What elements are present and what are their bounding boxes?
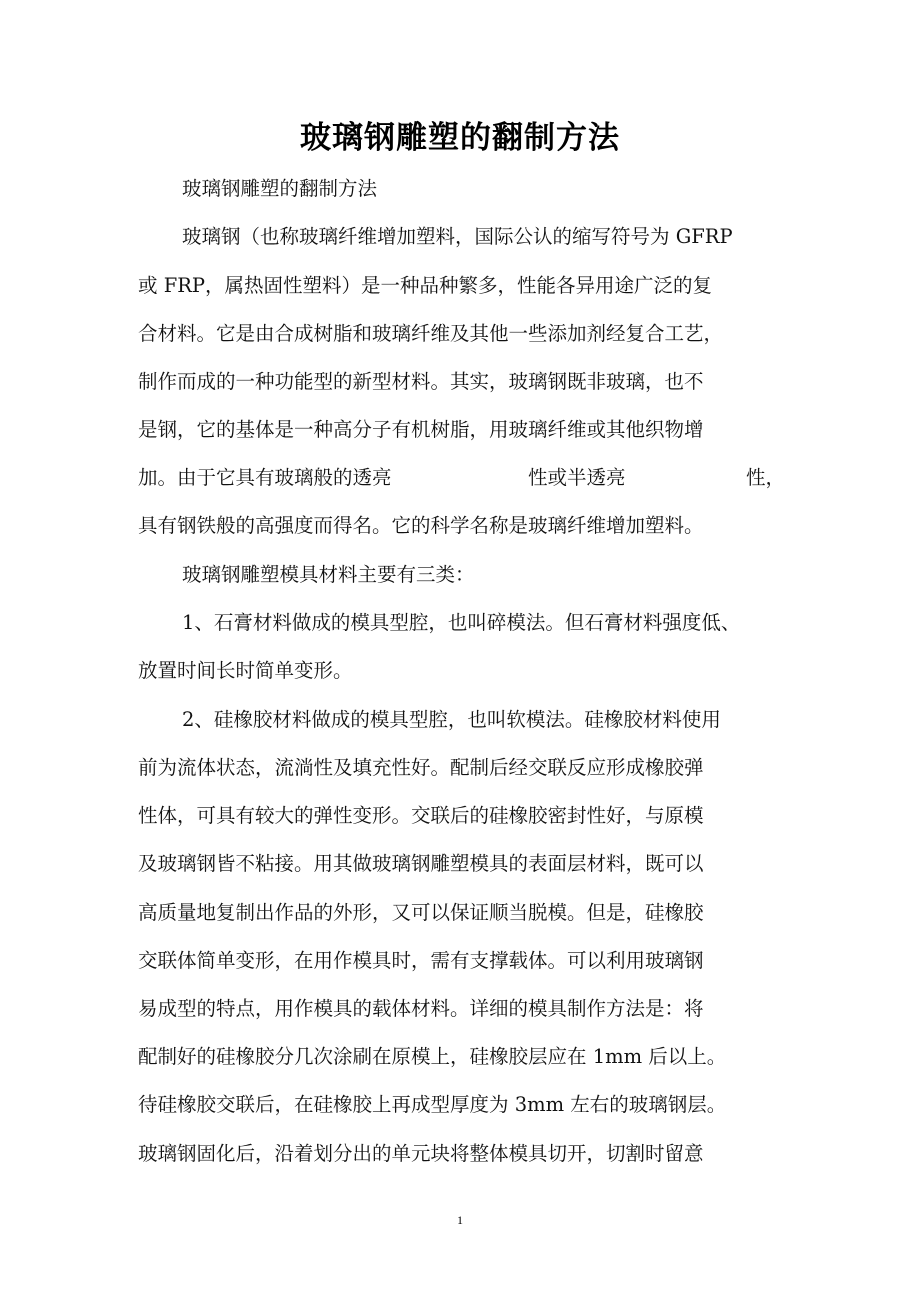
text-line: 2、硅橡胶材料做成的模具型腔，也叫软模法。硅橡胶材料使用 xyxy=(182,708,721,731)
text-line: 或 FRP，属热固性塑料）是一种品种繁多，性能各异用途广泛的复 xyxy=(138,274,713,297)
text-line: 高质量地复制出作品的外形，又可以保证顺当脱模。但是，硅橡胶 xyxy=(138,901,704,924)
text-line: 具有钢铁般的高强度而得名。它的科学名称是玻璃纤维增加塑料。 xyxy=(138,514,704,537)
text-line: 性体，可具有较大的弹性变形。交联后的硅橡胶密封性好，与原模 xyxy=(138,804,704,827)
text-line: 交联体简单变形，在用作模具时，需有支撑载体。可以利用玻璃钢 xyxy=(138,949,704,972)
text-line: 制作而成的一种功能型的新型材料。其实，玻璃钢既非玻璃，也不 xyxy=(138,370,704,393)
text-line: 玻璃钢雕塑的翻制方法 xyxy=(182,177,378,200)
text-line: 玻璃钢固化后，沿着划分出的单元块将整体模具切开，切割时留意 xyxy=(138,1142,704,1165)
text-line: 前为流体状态，流淌性及填充性好。配制后经交联反应形成橡胶弹 xyxy=(138,756,704,779)
text-line: 配制好的硅橡胶分几次涂刷在原模上，硅橡胶层应在 1mm 后以上。 xyxy=(138,1045,727,1068)
page-number: 1 xyxy=(457,1213,463,1227)
text-line: 及玻璃钢皆不粘接。用其做玻璃钢雕塑模具的表面层材料，既可以 xyxy=(138,852,704,875)
text-line: 易成型的特点，用作模具的载体材料。详细的模具制作方法是：将 xyxy=(138,997,704,1020)
text-line: 玻璃钢雕塑模具材料主要有三类： xyxy=(182,563,475,586)
text-line: 性或半透亮 xyxy=(528,466,626,489)
text-line: 加。由于它具有玻璃般的透亮 xyxy=(138,466,392,489)
text-line: 放置时间长时简单变形。 xyxy=(138,659,353,682)
text-line: 玻璃钢（也称玻璃纤维增加塑料，国际公认的缩写符号为 GFRP xyxy=(182,225,733,248)
text-line: 性， xyxy=(746,466,786,489)
text-line: 合材料。它是由合成树脂和玻璃纤维及其他一些添加剂经复合工艺， xyxy=(138,322,724,345)
text-line: 待硅橡胶交联后，在硅橡胶上再成型厚度为 3mm 左右的玻璃钢层。 xyxy=(138,1093,727,1116)
document-title: 玻璃钢雕塑的翻制方法 xyxy=(300,120,620,156)
text-line: 是钢，它的基体是一种高分子有机树脂，用玻璃纤维或其他织物增 xyxy=(138,418,704,441)
text-line: 1、石膏材料做成的模具型腔，也叫碎模法。但石膏材料强度低、 xyxy=(182,611,741,634)
